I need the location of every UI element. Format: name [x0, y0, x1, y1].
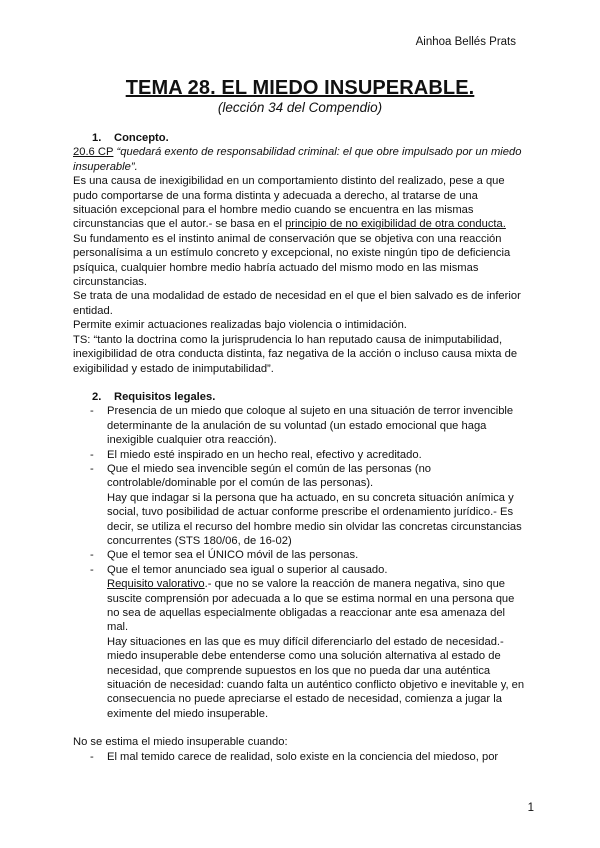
list-item: - El miedo esté inspirado en un hecho real, efectivo y acreditado.: [90, 448, 422, 461]
requirements-list: [73, 404, 525, 490]
list-item: - El mal temido carece de realidad, solo existe en la conciencia del miedoso, por: [90, 750, 499, 763]
dash-bullet: -: [90, 405, 94, 418]
principle-reference: principio de no exigibilidad de otra conducta.: [285, 218, 506, 231]
document-body: [73, 131, 525, 764]
requirements-list-continued: [73, 548, 525, 577]
section-heading-concepto: [92, 131, 525, 145]
list-item: - Que el miedo sea invencible según el común de las personas (no controlable/dominable por el común de las personas).: [90, 462, 432, 490]
paragraph-text: Es una causa de inexigibilidad en un comportamiento distinto del realizado, pese a que pudo comportarse de una forma distinta y adecuada a derecho, al tratarse de una situación excepcional para el hombre medio cuando se encuentra en las mismas circunstancias que el autor.- se basa en el: [73, 175, 505, 231]
paragraph: Su fundamento es el instinto animal de conservación que se objetiva con una reacción personalísima a un estímulo concreto y excepcional, no existe ningún tipo de deficiencia psíquica, cualquier hombre medio habría actuado del mismo modo en las mismas circunstancias.: [73, 232, 511, 289]
dash-bullet: -: [90, 549, 94, 562]
article-citation: [73, 145, 525, 174]
dash-bullet: -: [90, 448, 94, 461]
list-item-detail: Requisito valorativo.- que no se valore la reacción de manera negativa, sino que suscite comprensión por adecuada a lo que se estima normal en una persona que no sea de aquellas especialmente obligadas a reaccionar ante esa amenaza del mal.: [107, 578, 515, 634]
dash-bullet: -: [90, 750, 94, 763]
section-number: 1.: [92, 132, 102, 144]
paragraph: TS: “tanto la doctrina como la jurisprudencia lo han reputado causa de inimputabilidad, inexigibilidad de otra conducta distinta, faz negativa de la acción o incluso causa mixta de exigibilidad y estado de inimputabilidad”.: [73, 333, 518, 375]
section-title: Concepto.: [114, 132, 169, 144]
paragraph: [73, 174, 525, 232]
section-heading-requisitos: [92, 390, 525, 404]
dash-bullet: -: [90, 462, 94, 475]
list-item: - Presencia de un miedo que coloque al sujeto en una situación de terror invencible determinante de la anulación de su voluntad (un estado emocional que haga inexigible cualquier otra reacción).: [90, 405, 514, 447]
list-item: - Que el temor anunciado sea igual o superior al causado.: [90, 563, 388, 576]
list-item: - Que el temor sea el ÚNICO móvil de las personas.: [90, 549, 359, 562]
article-reference: 20.6 CP: [73, 146, 114, 159]
author-name: Ainhoa Bellés Prats: [415, 36, 516, 48]
requisito-valorativo-label: Requisito valorativo: [107, 578, 205, 591]
dash-bullet: -: [90, 563, 94, 576]
paragraph: Se trata de una modalidad de estado de necesidad en el que el bien salvado es de inferior entidad.: [73, 290, 521, 317]
list-item-detail: Hay que indagar si la persona que ha actuado, en su concreta situación anímica y social, tuvo posibilidad de actuar conforme prescribe el ordenamiento jurídico.- Es decir, se utiliza el recurso del hombre medio sin olvidar las concretas circunstancias concurrentes (STS 180/06, de 16-02): [107, 491, 522, 547]
paragraph: No se estima el miedo insuperable cuando:: [73, 736, 288, 749]
list-item-detail: Hay situaciones en las que es muy difícil diferenciarlo del estado de necesidad.- miedo insuperable debe entenderse como una solución alternativa al estado de necesidad, que comprende supuestos en los que no pueda dar una auténtica situación de necesidad: cuando falta un auténtico conflicto objetivo e inevitable y, en consecuencia no puede apreciarse el estado de necesidad, comienza a jugar la eximente del miedo insuperable.: [107, 635, 525, 720]
section-number: 2.: [92, 390, 102, 403]
page-title: TEMA 28. EL MIEDO INSUPERABLE.: [125, 77, 475, 99]
page-subtitle: (lección 34 del Compendio): [217, 100, 383, 115]
article-quote: “quedará exento de responsabilidad criminal: el que obre impulsado por un miedo insuperable”.: [73, 146, 522, 173]
exclusions-list: [73, 750, 525, 764]
section-title: Requisitos legales.: [114, 390, 216, 403]
page-number: 1: [527, 802, 534, 814]
paragraph: Permite eximir actuaciones realizadas bajo violencia o intimidación.: [73, 319, 407, 332]
